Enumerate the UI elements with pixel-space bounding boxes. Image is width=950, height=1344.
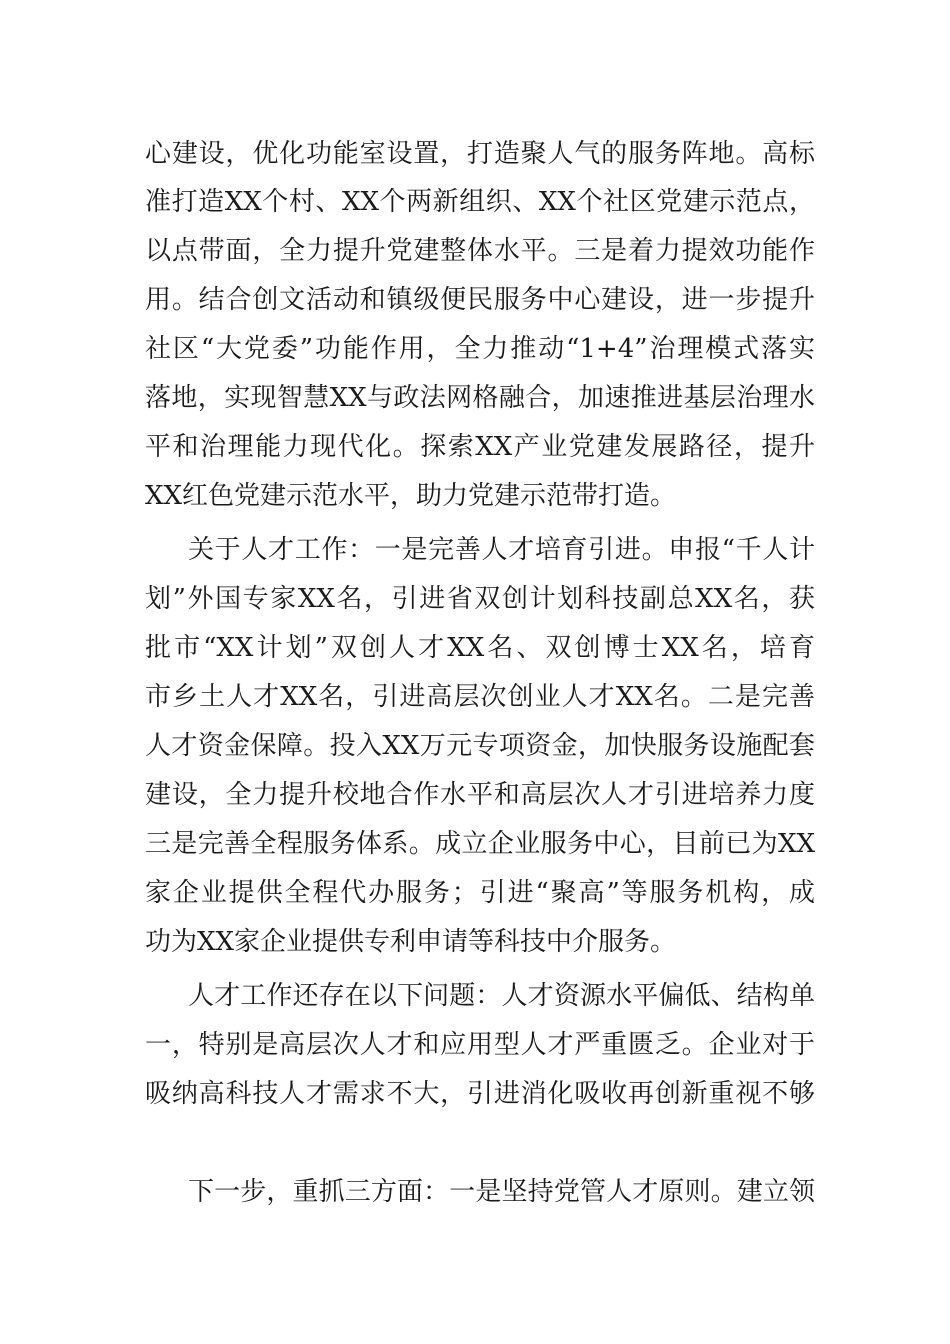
text-line-4: 用。结合创文活动和镇级便民服务中心建设，进一步提升	[145, 285, 815, 315]
text-line-8: XX红色党建示范水平，助力党建示范带打造。	[145, 481, 677, 511]
text-line-13: 人才资金保障。投入XX万元专项资金，加快服务设施配套	[145, 731, 815, 761]
text-line-11: 批市“XX计划”双创人才XX名、双创博士XX名，培育	[145, 633, 815, 663]
text-line-9: 关于人才工作：一是完善人才培育引进。申报“千人计	[188, 535, 815, 565]
text-line-18: 人才工作还存在以下问题：人才资源水平偏低、结构单	[188, 981, 815, 1011]
text-line-6: 落地，实现智慧XX与政法网格融合，加速推进基层治理水	[145, 383, 815, 413]
text-line-3: 以点带面，全力提升党建整体水平。三是着力提效功能作	[145, 236, 815, 266]
text-line-20: 吸纳高科技人才需求不大，引进消化吸收再创新重视不够	[145, 1079, 815, 1109]
text-line-15: 三是完善全程服务体系。成立企业服务中心，目前已为XX	[145, 829, 815, 859]
text-line-16: 家企业提供全程代办服务；引进“聚高”等服务机构，成	[145, 878, 815, 908]
text-line-17: 功为XX家企业提供专利申请等科技中介服务。	[145, 927, 677, 957]
text-line-2: 准打造XX个村、XX个两新组织、XX个社区党建示范点，	[145, 187, 815, 217]
text-line-12: 市乡土人才XX名，引进高层次创业人才XX名。二是完善	[145, 682, 815, 712]
text-line-14: 建设，全力提升校地合作水平和高层次人才引进培养力度	[145, 780, 815, 810]
text-line-7: 平和治理能力现代化。探索XX产业党建发展路径，提升	[145, 432, 815, 462]
text-line-19: 一，特别是高层次人才和应用型人才严重匮乏。企业对于	[145, 1030, 815, 1060]
text-line-10: 划”外国专家XX名，引进省双创计划科技副总XX名，获	[145, 584, 815, 614]
text-line-5: 社区“大党委”功能作用，全力推动“1+4”治理模式落实	[145, 334, 815, 364]
text-line-21: 下一步，重抓三方面：一是坚持党管人才原则。建立领	[188, 1177, 815, 1207]
text-line-1: 心建设，优化功能室设置，打造聚人气的服务阵地。高标	[145, 139, 815, 169]
